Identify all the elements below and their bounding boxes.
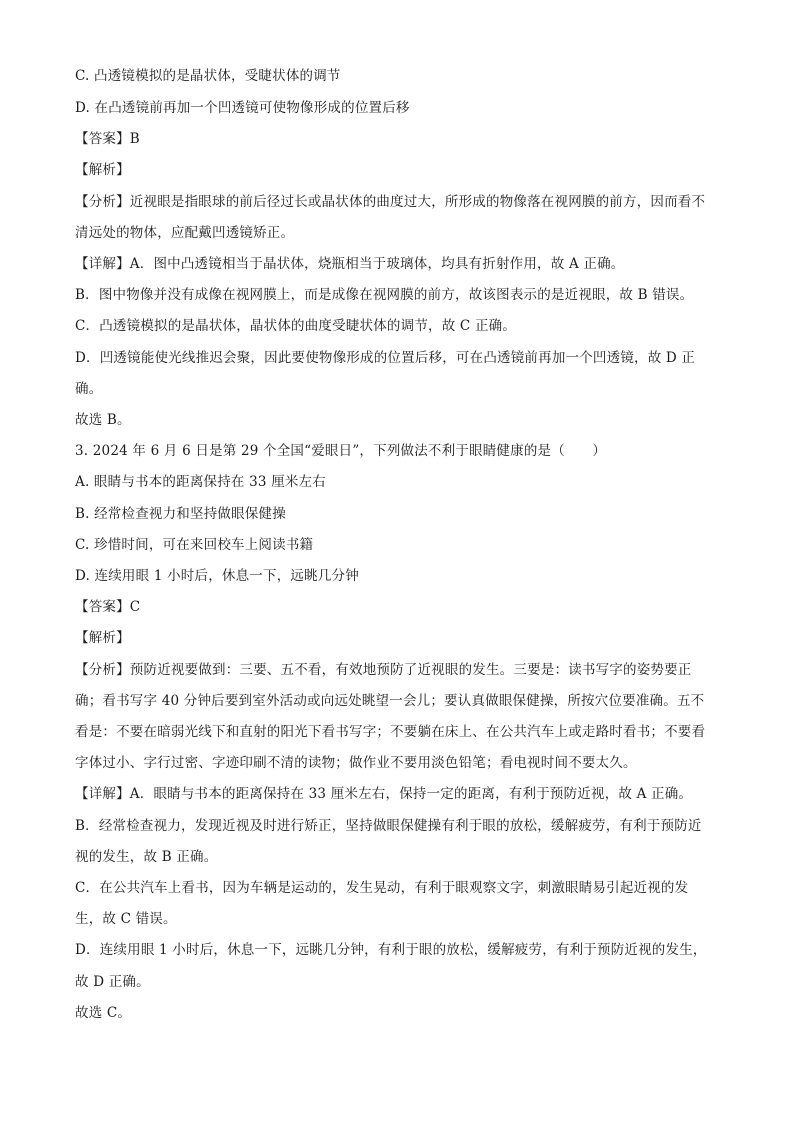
option-c-text: C. 凸透镜模拟的是晶状体，受睫状体的调节 bbox=[75, 68, 341, 84]
detail-paragraph-line: B．经常检查视力，发现近视及时进行矫正，坚持做眼保健操有利于眼的放松，缓解疲劳，有利于预防近 bbox=[75, 818, 702, 834]
answer-label: 【答案】B bbox=[75, 131, 140, 147]
choice-conclusion: 故选 C。 bbox=[75, 1005, 132, 1021]
detail-paragraph-line: D．连续用眼 1 小时后，休息一下，远眺几分钟，有利于眼的放松，缓解疲劳，有利于预防近视的发生， bbox=[75, 942, 707, 958]
analysis-paragraph-line: 【分析】近视眼是指眼球的前后径过长或晶状体的曲度过大，所形成的物像落在视网膜的前方，因而看不 bbox=[75, 194, 706, 210]
detail-paragraph-line: B．图中物像并没有成像在视网膜上，而是成像在视网膜的前方，故该图表示的是近视眼，故 B 错误。 bbox=[75, 287, 694, 303]
analysis-paragraph-line: 字体过小、字行过密、字迹印刷不清的读物；做作业不要用淡色铅笔；看电视时间不要太久。 bbox=[75, 755, 637, 771]
option-b-text: B. 经常检查视力和坚持做眼保健操 bbox=[75, 506, 286, 522]
detail-paragraph-line: 【详解】A．图中凸透镜相当于晶状体，烧瓶相当于玻璃体，均具有折射作用，故 A 正确。 bbox=[75, 256, 625, 272]
detail-paragraph-line: 故 D 正确。 bbox=[75, 974, 150, 990]
analysis-paragraph-line: 看是：不要在暗弱光线下和直射的阳光下看书写字；不要躺在床上、在公共汽车上或走路时看书；不要看 bbox=[75, 724, 706, 740]
analysis-label: 【解析】 bbox=[75, 162, 130, 178]
detail-paragraph-line: 视的发生，故 B 正确。 bbox=[75, 849, 218, 865]
analysis-label: 【解析】 bbox=[75, 630, 130, 646]
detail-paragraph-line: D．凹透镜能使光线推迟会聚，因此要使物像形成的位置后移，可在凸透镜前再加一个凹透镜，故 D 正 bbox=[75, 350, 696, 366]
detail-paragraph-line: 【详解】A．眼睛与书本的距离保持在 33 厘米左右，保持一定的距离，有利于预防近视，故 A 正确。 bbox=[75, 786, 693, 802]
option-d-text: D. 在凸透镜前再加一个凹透镜可使物像形成的位置后移 bbox=[75, 100, 410, 116]
analysis-paragraph-line: 确；看书写字 40 分钟后要到室外活动或向远处眺望一会儿；要认真做眼保健操，所按穴位要准确。五不 bbox=[75, 693, 705, 709]
detail-paragraph-line: C．在公共汽车上看书，因为车辆是运动的，发生晃动，有利于眼观察文字，刺激眼睛易引起近视的发 bbox=[75, 880, 689, 896]
detail-paragraph-line: 确。 bbox=[75, 381, 103, 397]
question-stem: 3. 2024 年 6 月 6 日是第 29 个全国“爱眼日”，下列做法不利于眼睛健康的是（ ） bbox=[75, 443, 607, 459]
answer-label: 【答案】C bbox=[75, 599, 141, 615]
option-a-text: A. 眼睛与书本的距离保持在 33 厘米左右 bbox=[75, 474, 326, 490]
choice-conclusion: 故选 B。 bbox=[75, 412, 131, 428]
option-c-text: C. 珍惜时间，可在来回校车上阅读书籍 bbox=[75, 537, 314, 553]
option-d-text: D. 连续用眼 1 小时后，休息一下，远眺几分钟 bbox=[75, 568, 359, 584]
detail-paragraph-line: 生，故 C 错误。 bbox=[75, 911, 177, 927]
analysis-paragraph-line: 【分析】预防近视要做到：三要、五不看，有效地预防了近视眼的发生。三要是：读书写字的姿势要正 bbox=[75, 662, 692, 678]
detail-paragraph-line: C．凸透镜模拟的是晶状体，晶状体的曲度受睫状体的调节，故 C 正确。 bbox=[75, 318, 517, 334]
analysis-paragraph-line: 清远处的物体，应配戴凹透镜矫正。 bbox=[75, 225, 295, 241]
